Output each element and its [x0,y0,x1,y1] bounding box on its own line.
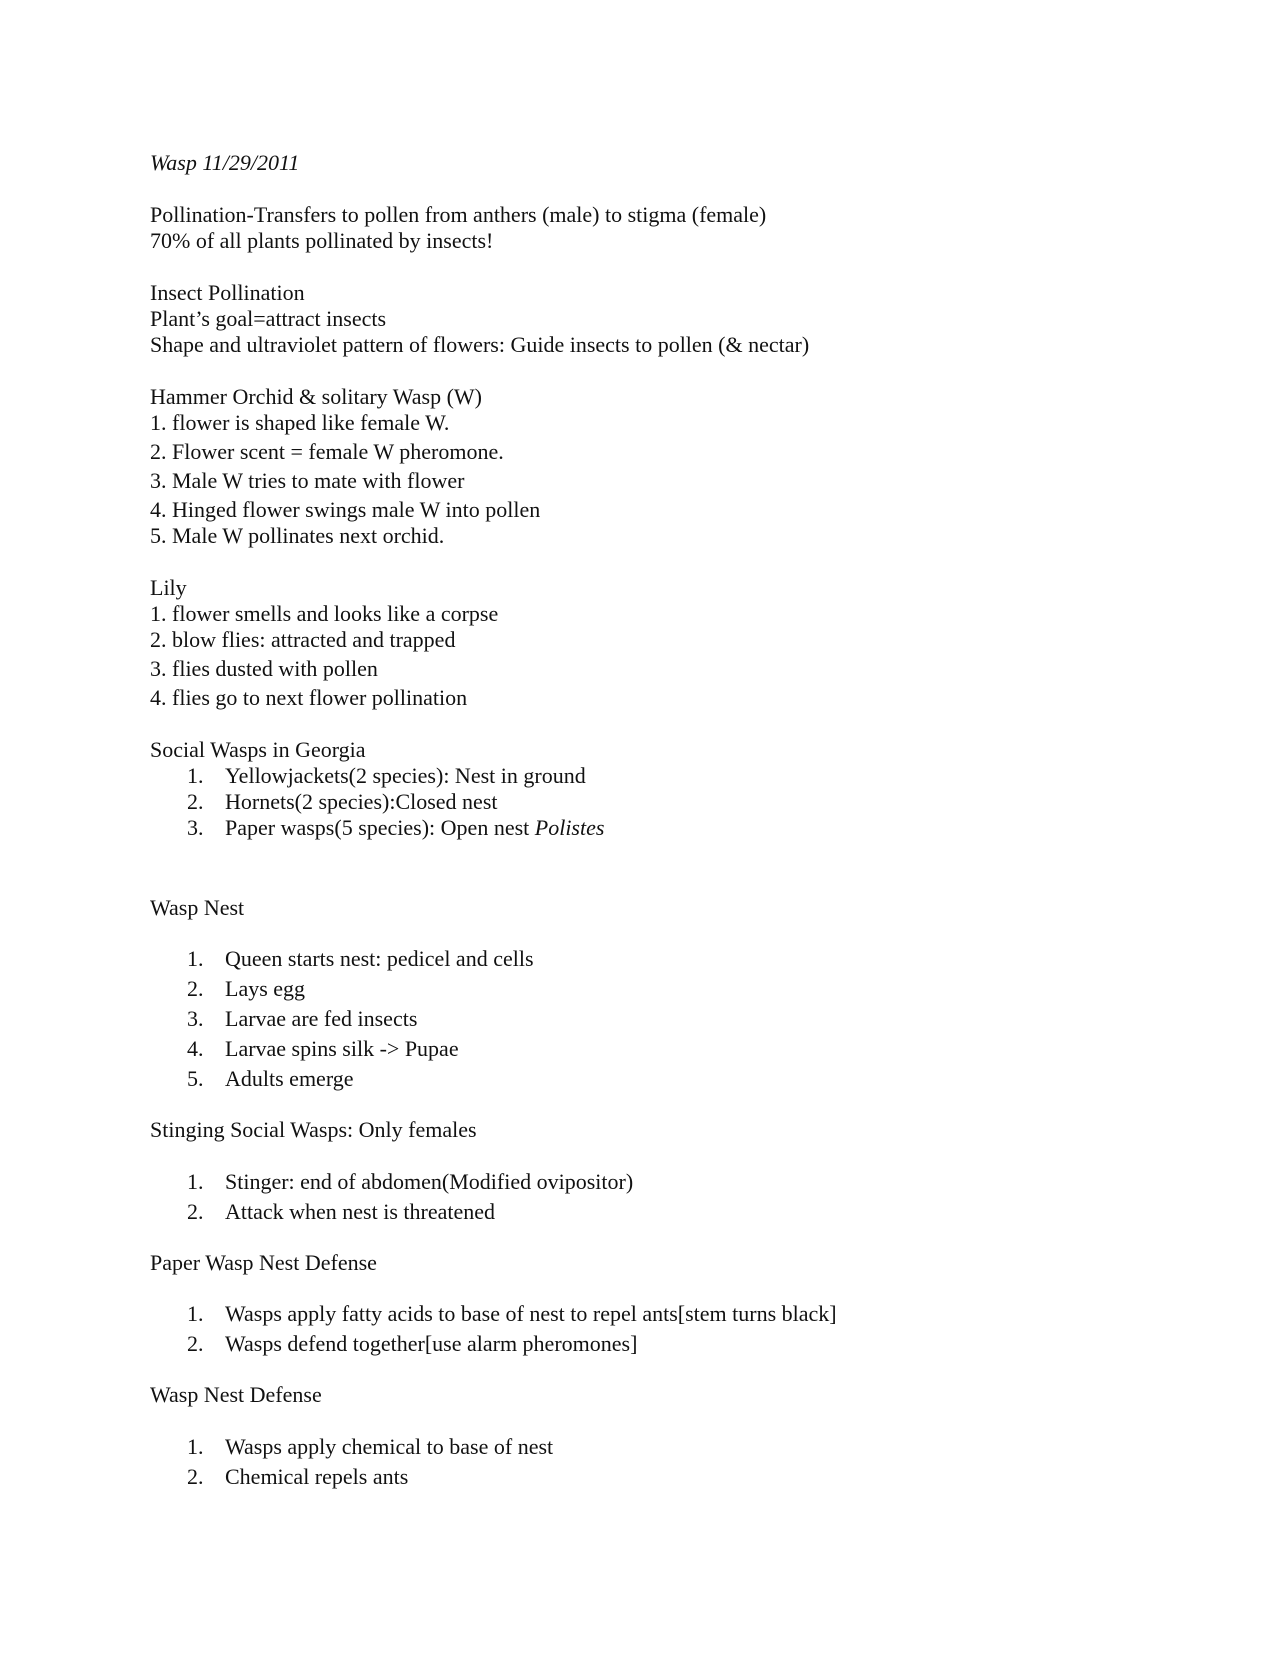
list-item: Larvae are fed insects [225,1006,418,1031]
page-title: Wasp 11/29/2011 [150,150,300,175]
lily-line: 1. flower smells and looks like a corpse [150,601,499,626]
list-number: 3. [187,815,204,840]
lily-line: 2. blow flies: attracted and trapped [150,627,456,652]
list-item: Chemical repels ants [225,1464,409,1489]
list-item: Queen starts nest: pedicel and cells [225,946,534,971]
list-item: Wasps defend together[use alarm pheromones] [225,1331,638,1356]
list-item: Lays egg [225,976,306,1001]
list-number: 2. [187,1199,204,1224]
list-item: Larvae spins silk -> Pupae [225,1036,459,1061]
list-number: 2. [187,789,204,814]
hammer-orchid-line: 3. Male W tries to mate with flower [150,468,465,493]
lily-line: 3. flies dusted with pollen [150,656,378,681]
insect-pollination-line: Shape and ultraviolet pattern of flowers: Guide insects to pollen (& nectar) [150,332,810,357]
lily-heading: Lily [150,575,187,600]
insect-pollination-line: Plant’s goal=attract insects [150,306,387,331]
stinging-heading: Stinging Social Wasps: Only females [150,1117,477,1142]
social-wasps-heading: Social Wasps in Georgia [150,737,366,762]
list-item [225,815,604,841]
hammer-orchid-line: 1. flower is shaped like female W. [150,410,450,435]
hammer-orchid-line: 2. Flower scent = female W pheromone. [150,439,504,464]
list-item: Hornets(2 species):Closed nest [225,789,498,814]
list-item: Adults emerge [225,1066,354,1091]
pollination-definition: Pollination-Transfers to pollen from anthers (male) to stigma (female) [150,202,767,227]
hammer-orchid-heading: Hammer Orchid & solitary Wasp (W) [150,384,483,409]
pollination-fact: 70% of all plants pollinated by insects! [150,228,494,253]
list-item-text: Paper wasps(5 species): Open nest [225,815,535,840]
list-number: 1. [187,1301,204,1326]
list-item: Yellowjackets(2 species): Nest in ground [225,763,586,788]
list-number: 1. [187,1169,204,1194]
insect-pollination-heading: Insect Pollination [150,280,305,305]
paper-wasp-defense-heading: Paper Wasp Nest Defense [150,1250,377,1275]
list-number: 2. [187,1331,204,1356]
list-item: Wasps apply fatty acids to base of nest to repel ants[stem turns black] [225,1301,837,1326]
list-item: Stinger: end of abdomen(Modified ovipositor) [225,1169,634,1194]
wasp-nest-heading: Wasp Nest [150,895,245,920]
list-number: 1. [187,946,204,971]
hammer-orchid-line: 5. Male W pollinates next orchid. [150,523,445,548]
list-number: 1. [187,1434,204,1459]
wasp-nest-defense-heading: Wasp Nest Defense [150,1382,322,1407]
list-item: Attack when nest is threatened [225,1199,496,1224]
list-number: 5. [187,1066,204,1091]
list-number: 3. [187,1006,204,1031]
hammer-orchid-line: 4. Hinged flower swings male W into pollen [150,497,541,522]
list-number: 1. [187,763,204,788]
list-number: 2. [187,976,204,1001]
genus-name: Polistes [534,815,605,840]
list-number: 4. [187,1036,204,1061]
list-item: Wasps apply chemical to base of nest [225,1434,554,1459]
list-number: 2. [187,1464,204,1489]
lily-line: 4. flies go to next flower pollination [150,685,468,710]
